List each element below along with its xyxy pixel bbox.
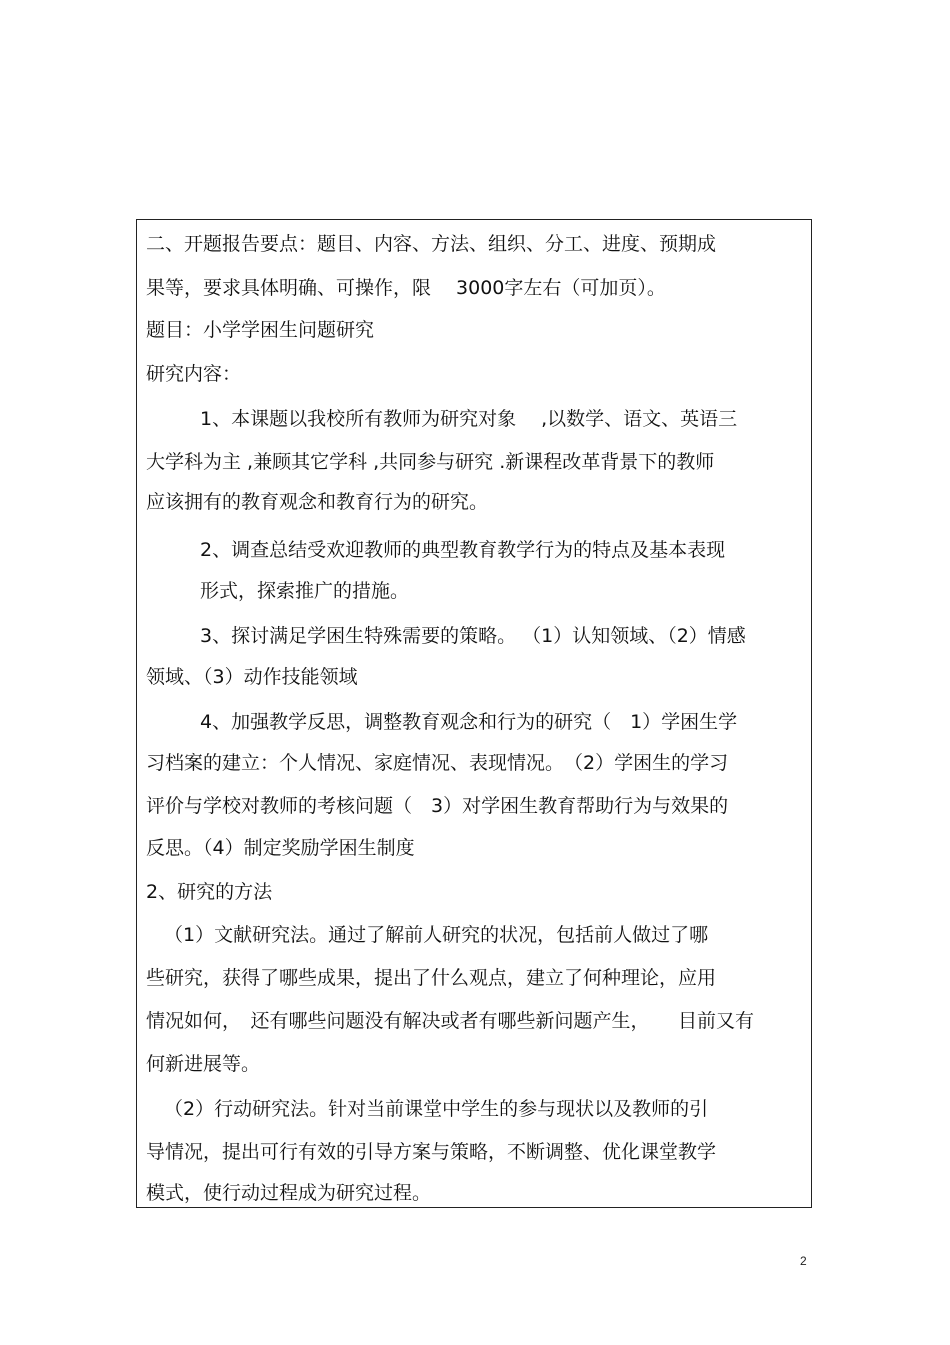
text-line: 二、开题报告要点：题目、内容、方法、组织、分工、进度、预期成 bbox=[146, 233, 717, 255]
text-line: 反思。（4）制定奖励学困生制度 bbox=[146, 837, 415, 859]
text-line: 3、探讨满足学困生特殊需要的策略。 （1）认知领域、（2）情感 bbox=[200, 625, 746, 647]
text-line: 习档案的建立：个人情况、家庭情况、表现情况。 （2）学困生的学习 bbox=[146, 752, 729, 774]
text-line: 些研究，获得了哪些成果，提出了什么观点，建立了何种理论，应用 bbox=[146, 967, 717, 989]
page-number: 2 bbox=[800, 1254, 807, 1268]
text-line: 4、加强教学反思，调整教育观念和行为的研究（ 1）学困生学 bbox=[200, 711, 738, 733]
text-line: 1、本课题以我校所有教师为研究对象 ,以数学、语文、英语三 bbox=[200, 408, 738, 430]
text-line: 评价与学校对教师的考核问题（ 3）对学困生教育帮助行为与效果的 bbox=[146, 795, 729, 817]
text-line: （2）行动研究法。针对当前课堂中学生的参与现状以及教师的引 bbox=[164, 1098, 709, 1120]
text-line: 形式，探索推广的措施。 bbox=[200, 580, 410, 602]
text-line: 情况如何， 还有哪些问题没有解决或者有哪些新问题产生， 目前又有 bbox=[146, 1010, 755, 1032]
text-line: 大学科为主 ,兼顾其它学科 ,共同参与研究 .新课程改革背景下的教师 bbox=[146, 451, 715, 473]
text-line: 果等，要求具体明确、可操作，限 3000字左右（可加页）。 bbox=[146, 277, 666, 299]
text-line: 模式，使行动过程成为研究过程。 bbox=[146, 1182, 432, 1204]
text-line: 领域、（3）动作技能领域 bbox=[146, 666, 358, 688]
text-line: 应该拥有的教育观念和教育行为的研究。 bbox=[146, 491, 489, 513]
text-line: 何新进展等。 bbox=[146, 1053, 261, 1075]
text-line: （1）文献研究法。通过了解前人研究的状况，包括前人做过了哪 bbox=[164, 924, 709, 946]
report-table-cell bbox=[136, 219, 812, 1208]
section-heading: 研究内容： bbox=[146, 363, 242, 385]
text-line: 导情况，提出可行有效的引导方案与策略，不断调整、优化课堂教学 bbox=[146, 1141, 717, 1163]
section-heading: 2、研究的方法 bbox=[146, 881, 273, 903]
document-title: 题目：小学学困生问题研究 bbox=[146, 319, 375, 341]
text-line: 2、调查总结受欢迎教师的典型教育教学行为的特点及基本表现 bbox=[200, 539, 726, 561]
